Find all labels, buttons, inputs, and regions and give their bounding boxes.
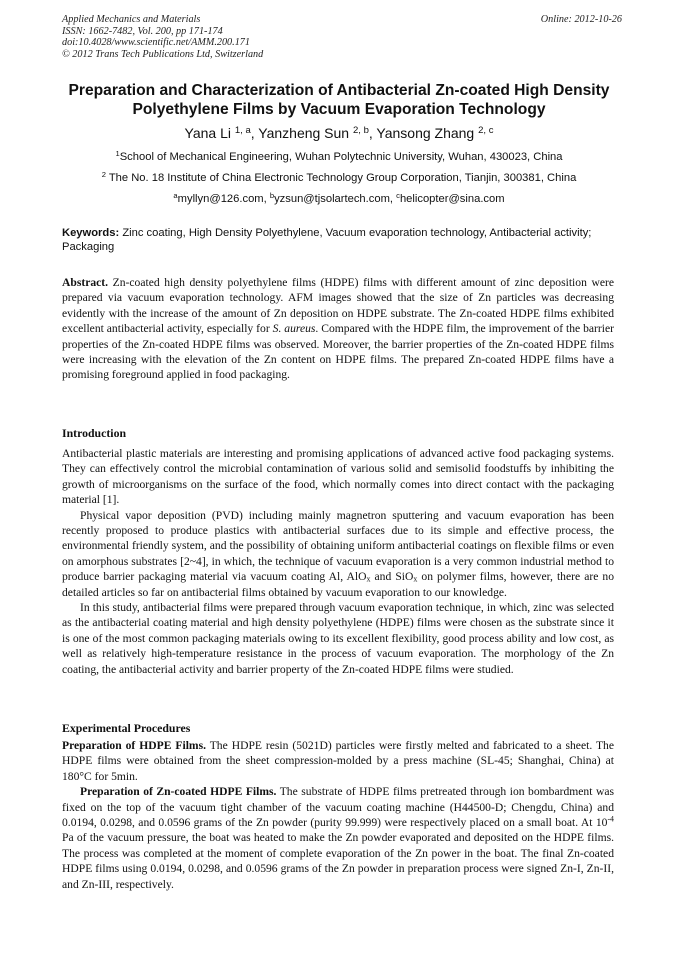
- copyright-line: © 2012 Trans Tech Publications Ltd, Switzerland: [62, 48, 264, 60]
- author-affil-mark: 2, b: [353, 124, 369, 136]
- issn-line: ISSN: 1662-7482, Vol. 200, pp 171-174: [62, 25, 223, 37]
- abstract-text: Zn-coated high density polyethylene films (HDPE) films with different amount of zinc deposition were prepared via vacuum evaporation technology. AFM images showed that the size of Zn particles was decreasing evidently with the increase of the amount of Zn deposition on HDPE substrate. The Zn-coated HDPE films exhibited excellent antibacterial activity, especially for: [62, 276, 614, 336]
- zn-coated-paragraph: Preparation of Zn-coated HDPE Films. The substrate of HDPE films pretreated through ion bombardment was fixed on the top of the vacuum tight chamber of the vacuum coating machine (H44500-D; Chengdu, China) and 0.0194, 0.0298, and 0.0596 grams of the Zn powder (purity 99.999) were respectively placed on a small boat. At $10^{-4}$ Pa of the vacuum pressure, the boat was heated to make the Zn powder evaporated and deposited on the HDPE films. The process was completed at the moment of complete evaporation of the Zn power in the boat. The final Zn-coated HDPE films using 0.0194, 0.0298, and 0.0596 grams of the Zn powder in preparation process were signed Zn-I, Zn-II, and Zn-III, respectively.: [62, 785, 614, 891]
- email-line: $^a$myllyn@126.com, $^b$yzsun@tjsolartech.com, $^c$helicopter@sina.com: [173, 190, 505, 205]
- author-list: Yana Li $^{1, a}$, Yanzheng Sun $^{2, b}$, Yansong Zhang $^{2, c}$: [184, 124, 494, 141]
- author-affil-mark: 2, c: [478, 124, 494, 136]
- doi-line: doi:10.4028/www.scientific.net/AMM.200.171: [62, 37, 250, 49]
- affiliation-2: [40, 171, 638, 185]
- keywords: [62, 226, 614, 255]
- author-name: Yansong Zhang: [376, 125, 475, 141]
- affil-mark: 1: [115, 148, 120, 158]
- online-date: Online: 2012-10-26: [540, 14, 622, 25]
- affiliation-1: [40, 150, 638, 164]
- abstract: [62, 275, 614, 383]
- email-address[interactable]: myllyn@126.com: [177, 193, 264, 205]
- email-address[interactable]: helicopter@sina.com: [399, 193, 505, 205]
- email-mark: b: [269, 190, 275, 200]
- species-name: S. aureus: [272, 322, 316, 336]
- author-name: Yanzheng Sun: [258, 125, 350, 141]
- affil-text: The No. 18 Institute of China Electronic Technology Group Corporation, Tianjin, 300381, China: [108, 172, 577, 184]
- author-name: Yana Li: [184, 125, 231, 141]
- abstract-label: Abstract.: [62, 276, 109, 289]
- keywords-text: Zinc coating, High Density Polyethylene, Vacuum evaporation technology, Antibacterial activity; Packaging: [62, 227, 592, 254]
- affil-text: School of Mechanical Engineering, Wuhan Polytechnic University, Wuhan, 430023, China: [119, 151, 563, 163]
- hdpe-films-paragraph: Preparation of HDPE Films. The HDPE resin (5021D) particles were firstly melted and fabricated to a sheet. The HDPE films were obtained from the sheet compression-molded by a press machine (SL-45; Shanghai, China) at 180°C for 5min.: [62, 739, 614, 783]
- affil-mark: 2: [101, 169, 106, 179]
- experimental-body: [62, 738, 614, 892]
- experimental-heading: Experimental Procedures: [62, 721, 191, 735]
- introduction-body: [62, 446, 614, 677]
- keywords-label: Keywords:: [62, 227, 120, 239]
- journal-name: Applied Mechanics and Materials: [62, 14, 201, 25]
- email-mark: a: [173, 190, 178, 200]
- email-address[interactable]: yzsun@tjsolartech.com: [274, 193, 390, 205]
- email-mark: c: [396, 190, 400, 200]
- intro-paragraph-1: Antibacterial plastic materials are interesting and promising applications of advanced active food packaging systems. They can effectively control the microbial contamination of various solid and semisolid foodstuffs by inhibiting the growth of microorganisms on the surface of the food, which normally comes into direct contact with the packaging material [1].: [62, 447, 614, 507]
- author-affil-mark: 1, a: [234, 124, 251, 136]
- journal-header: [62, 14, 622, 60]
- intro-paragraph-2: Physical vapor deposition (PVD) including mainly magnetron sputtering and vacuum evaporation has been recently proposed to produce plastics with antibacterial surfaces due to its simple and effective process, the environmental friendly system, and the possibility of obtaining uniform antibacterial coatings on flexible films or even on amorphous substrates [2~4], in which, the technique of vacuum evaporation is a very common industrial method to produce barrier packaging material via vacuum coating Al, AlO$_x$ and SiO$_x$ on polymer films, however, there are no detailed articles so far on antibacterial films obtained by vacuum evaporation to our knowledge.: [62, 508, 614, 599]
- paper-title: Preparation and Characterization of Antibacterial Zn-coated High Density Polyethylene Films by Vacuum Evaporation Technology: [68, 82, 610, 118]
- introduction-heading: Introduction: [62, 426, 127, 440]
- intro-paragraph-3: In this study, antibacterial films were prepared through vacuum evaporation technique, in which, zinc was selected as the antibacterial coating material and high density polyethylene (HDPE) films were chosen as the substrate since it is one of the most common packaging materials owing to its excellent flexibility, good process ability and low cost, as well as relatively high-temperature resistance in the process of vacuum evaporation. The morphology of the Zn coating, the antibacterial activity and barrier property of the Zn-coated HDPE films were studied.: [62, 601, 614, 676]
- subsection-label: Preparation of Zn-coated HDPE Films.: [80, 785, 277, 799]
- subsection-label: Preparation of HDPE Films.: [62, 739, 206, 752]
- abstract-text: . Compared with the HDPE film, the improvement of the barrier properties of the Zn-coated HDPE films was observed. Moreover, the barrier properties of the Zn-coated HDPE films were increasing with the elevation of the Zn content on HDPE films. The prepared Zn-coated HDPE films have a promising foreground applied in food packaging.: [62, 322, 614, 382]
